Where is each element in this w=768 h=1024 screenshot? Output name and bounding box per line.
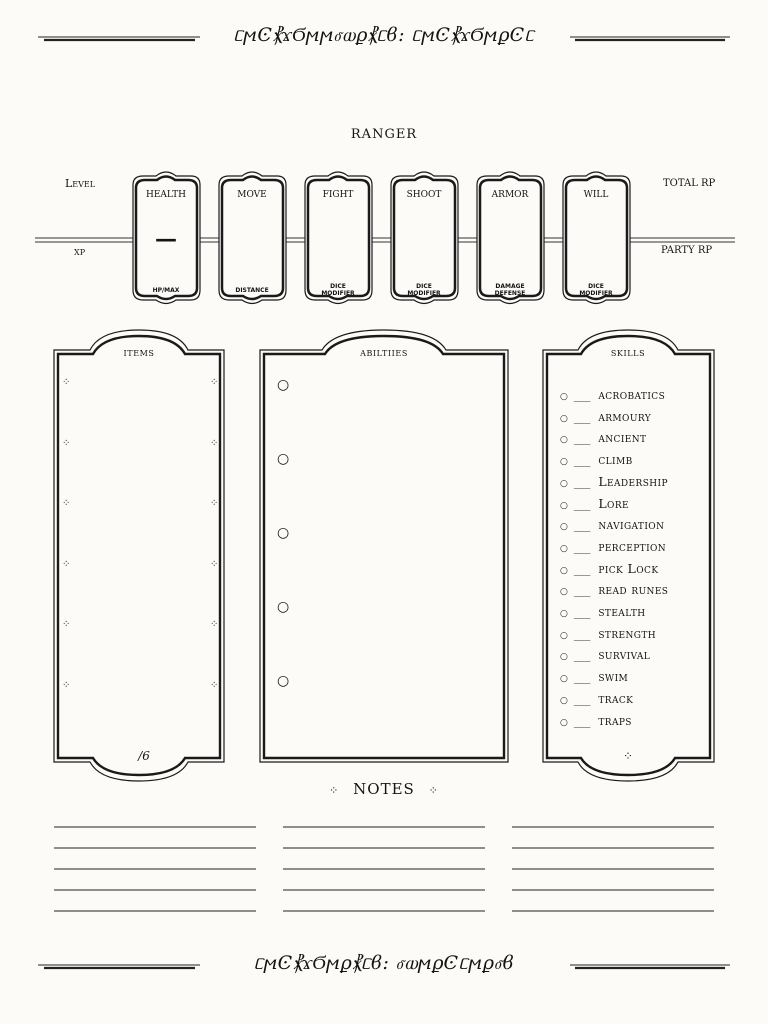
notes-area[interactable] <box>54 815 714 915</box>
skill-checkbox-icon[interactable]: ○ <box>560 500 568 511</box>
skill-label: Lore <box>598 495 629 511</box>
item-slot-marker[interactable]: ⁘ <box>62 619 71 630</box>
stat-fight-label: fight <box>322 186 354 201</box>
item-slot-marker: ⁘ <box>210 559 219 570</box>
skill-label: climb <box>598 452 633 468</box>
ability-bullet[interactable]: ○ <box>277 377 290 393</box>
skill-label: swim <box>598 669 629 685</box>
skill-checkbox-icon[interactable]: ○ <box>560 543 568 554</box>
level-label: Level <box>65 177 96 190</box>
skills-footer-ornament: ⁘ <box>622 749 634 763</box>
stat-move-label: move <box>237 186 267 201</box>
class-title: RANGER <box>350 127 418 142</box>
skill-row[interactable] <box>560 406 651 425</box>
skill-label: traps <box>598 712 632 728</box>
skill-rank-blank[interactable]: ___ <box>573 584 591 598</box>
skill-checkbox-icon[interactable]: ○ <box>560 652 568 663</box>
skill-label: track <box>598 690 634 706</box>
item-slot-marker: ⁘ <box>210 498 219 509</box>
stat-armor-label: armor <box>491 186 529 201</box>
skill-label: navigation <box>598 517 665 533</box>
items-title: items <box>123 345 155 359</box>
skill-checkbox-icon[interactable]: ○ <box>560 522 568 533</box>
stat-will-sub1: DICE <box>588 283 604 290</box>
ability-bullet[interactable]: ○ <box>277 451 290 467</box>
skill-rank-blank[interactable]: ___ <box>573 454 591 468</box>
footer-script: ᥴϻϾ⳩ϫϬϻϼ⳩ᥴϐ: ⳝⲱϻϼϾᥴϻϼⳝϐ <box>253 952 515 974</box>
skill-row[interactable] <box>560 536 666 555</box>
skill-rank-blank[interactable]: ___ <box>573 540 591 554</box>
item-slot-marker[interactable]: ⁘ <box>62 498 71 509</box>
skill-checkbox-icon[interactable]: ○ <box>560 674 568 685</box>
skill-row[interactable] <box>560 449 633 468</box>
notes-marker-right: ⁘ <box>428 784 439 797</box>
skill-row[interactable] <box>560 601 646 620</box>
ability-bullet[interactable]: ○ <box>277 599 290 615</box>
total-rp-label: TOTAL RP <box>663 178 716 189</box>
stat-health-sub: HP/MAX <box>152 287 180 294</box>
skill-checkbox-icon[interactable]: ○ <box>560 630 568 641</box>
skill-row[interactable] <box>560 644 650 663</box>
stat-fight-sub2: MODIFIER <box>321 290 355 297</box>
notes-heading <box>329 780 439 798</box>
notes-title: NOTES <box>353 780 415 798</box>
skill-checkbox-icon[interactable]: ○ <box>560 392 568 402</box>
skill-label: read runes <box>598 582 669 598</box>
item-slot-marker[interactable]: ⁘ <box>62 377 71 388</box>
xp-label: xp <box>74 245 86 258</box>
abilities-title: abiltiies <box>360 345 408 359</box>
skill-rank-blank[interactable]: ___ <box>573 410 591 424</box>
skill-label: Leadership <box>598 473 668 489</box>
stat-fight-sub1: DICE <box>330 283 346 290</box>
skill-rank-blank[interactable]: ___ <box>573 649 591 663</box>
skill-label: pick Lock <box>598 560 659 576</box>
items-count: /6 <box>138 749 150 763</box>
notes-marker-left: ⁘ <box>329 784 340 797</box>
item-slot-marker[interactable]: ⁘ <box>62 438 71 449</box>
stat-shoot-sub1: DICE <box>416 283 432 290</box>
skill-checkbox-icon[interactable]: ○ <box>560 457 568 468</box>
header-script: ᥴϻϾ⳩ϫϬϻϻⳝⲱϼ⳩ᥴϐ: ᥴϻϾ⳩ϫϬϻϼϾᥴ <box>233 24 535 46</box>
item-slot-marker: ⁘ <box>210 438 219 449</box>
ability-bullet[interactable]: ○ <box>277 525 290 541</box>
skill-rank-blank[interactable]: ___ <box>573 497 591 511</box>
ability-bullet[interactable]: ○ <box>277 673 290 689</box>
skill-rank-blank[interactable]: ___ <box>573 519 591 533</box>
skill-row[interactable] <box>560 623 656 642</box>
skill-label: strength <box>598 625 656 641</box>
skill-rank-blank[interactable]: ___ <box>573 671 591 685</box>
skill-row[interactable] <box>560 471 668 490</box>
skill-row[interactable] <box>560 493 629 512</box>
stat-health-value[interactable]: — <box>155 226 177 252</box>
stat-armor-sub1: DAMAGE <box>495 283 525 290</box>
item-slot-marker: ⁘ <box>210 680 219 691</box>
skill-label: perception <box>598 538 667 554</box>
skill-rank-blank[interactable]: ___ <box>573 432 591 446</box>
skill-rank-blank[interactable]: ___ <box>573 714 591 728</box>
skill-label: ancient <box>598 430 647 446</box>
skill-checkbox-icon[interactable]: ○ <box>560 695 568 706</box>
skill-row[interactable] <box>560 558 658 577</box>
skill-label: acrobatics <box>598 387 666 402</box>
stat-will-label: will <box>583 186 609 201</box>
skill-checkbox-icon[interactable]: ○ <box>560 717 568 728</box>
skill-checkbox-icon[interactable]: ○ <box>560 565 568 576</box>
stat-shoot-sub2: MODIFIER <box>407 290 441 297</box>
item-slot-marker: ⁘ <box>210 377 219 388</box>
skill-label: survival <box>598 647 651 663</box>
stat-will-sub2: MODIFIER <box>579 290 613 297</box>
skill-row[interactable] <box>560 710 632 729</box>
skill-rank-blank[interactable]: ___ <box>573 606 591 619</box>
skill-checkbox-icon[interactable]: ○ <box>560 478 568 489</box>
skill-label: stealth <box>598 604 646 619</box>
skill-checkbox-icon[interactable]: ○ <box>560 609 568 619</box>
skill-row[interactable] <box>560 427 646 446</box>
stat-shoot-label: shoot <box>406 186 442 201</box>
stat-move-sub: DISTANCE <box>235 287 269 294</box>
skill-rank-blank[interactable]: ___ <box>573 562 591 576</box>
skill-row[interactable] <box>560 666 628 685</box>
skill-rank-blank[interactable]: ___ <box>573 627 591 641</box>
skill-checkbox-icon[interactable]: ○ <box>560 587 568 598</box>
skill-row[interactable] <box>560 384 665 403</box>
skills-title: skills <box>610 345 646 359</box>
skill-rank-blank[interactable]: ___ <box>573 389 591 402</box>
stat-health-label: health <box>145 186 187 201</box>
skill-checkbox-icon[interactable]: ○ <box>560 435 568 446</box>
skill-row[interactable] <box>560 579 668 598</box>
stat-armor-sub2: DEFENSE <box>494 290 526 297</box>
skill-rank-blank[interactable]: ___ <box>573 475 591 489</box>
skill-checkbox-icon[interactable]: ○ <box>560 413 568 424</box>
skill-row[interactable] <box>560 514 664 533</box>
skill-rank-blank[interactable]: ___ <box>573 692 591 706</box>
item-slot-marker: ⁘ <box>210 619 219 630</box>
item-slot-marker[interactable]: ⁘ <box>62 680 71 691</box>
item-slot-marker[interactable]: ⁘ <box>62 559 71 570</box>
skill-label: armoury <box>598 408 652 424</box>
party-rp-label: PARTY RP <box>661 245 713 256</box>
skill-row[interactable] <box>560 688 633 707</box>
